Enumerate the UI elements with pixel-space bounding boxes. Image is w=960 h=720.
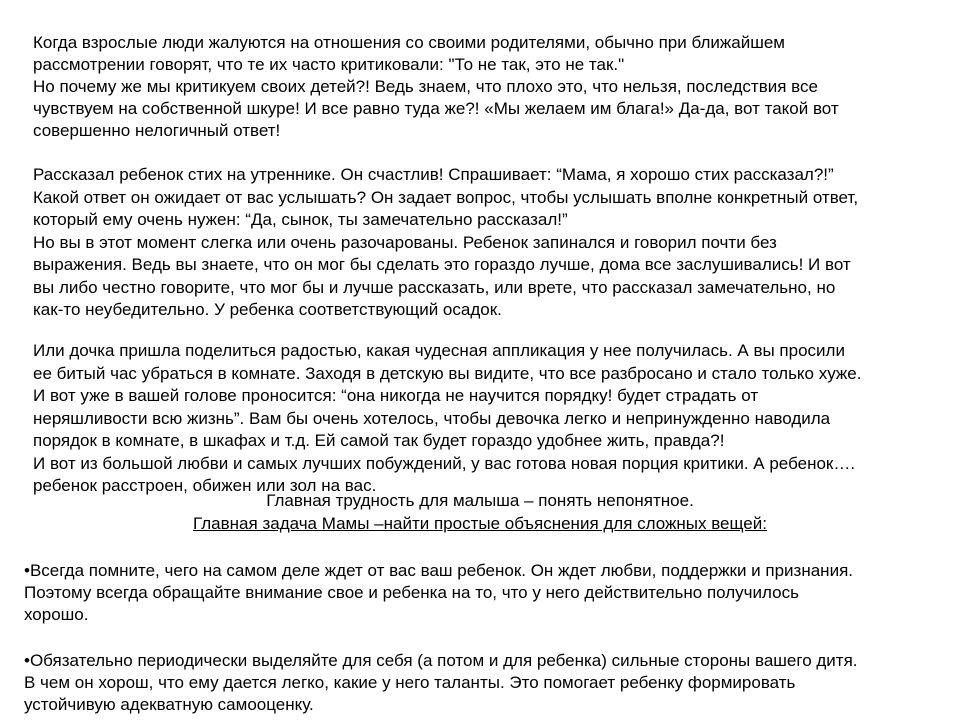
bullet-remember: [24, 560, 853, 626]
text-line: Какой ответ он ожидает от вас услышать? Он задает вопрос, чтобы услышать вполне конкретный ответ,: [33, 187, 859, 207]
text-line: •Всегда помните, чего на самом деле ждет от вас ваш ребенок. Он ждет любви, поддержки и признания.: [24, 561, 853, 580]
text-line: И вот из большой любви и самых лучших побуждений, у вас готова новая порция критики. А ребенок….: [33, 453, 856, 473]
text-line: Но вы в этот момент слегка или очень разочарованы. Ребенок запинался и говорил почти без: [33, 232, 777, 252]
text-line: ребенок расстроен, обижен или зол на вас.: [33, 476, 377, 495]
key-task-heading: Главная задача Мамы –найти простые объяснения для сложных вещей:: [193, 514, 767, 533]
text-line: неряшливости всю жизнь”. Вам бы очень хотелось, чтобы девочка легко и непринужденно наводила: [33, 408, 831, 428]
text-line: •Обязательно периодически выделяйте для себя (а потом и для ребенка) сильные стороны вашего дитя.: [24, 651, 858, 670]
text-line: И вот уже в вашей голове проносится: “она никогда не научится порядку! будет страдать от: [33, 386, 759, 405]
text-line: Поэтому всегда обращайте внимание свое и ребенка на то, что у него действительно получилось: [24, 583, 799, 602]
text-line: хорошо.: [24, 605, 89, 624]
text-line: как-то неубедительно. У ребенка соответствующий осадок.: [33, 300, 502, 319]
text-line: ее битый час убраться в комнате. Заходя в детскую вы видите, что все разбросано и стало только хуже.: [33, 363, 862, 383]
text-line: Но почему же мы критикуем своих детей?! Ведь знаем, что плохо это, что нельзя, последствия все: [33, 77, 818, 96]
paragraph-poem-example: [33, 164, 858, 322]
paragraph-daughter-example: [33, 340, 861, 498]
bullet-strengths: [24, 650, 858, 716]
paragraph-criticism-intro: [33, 32, 839, 142]
text-line: выражения. Ведь вы знаете, что он мог бы сделать это гораздо лучше, дома все заслушивались! И вот: [33, 255, 851, 274]
text-line: устойчивую адекватную самооценку.: [24, 695, 314, 714]
key-difficulty-heading: Главная трудность для малыша – понять непонятное.: [266, 491, 694, 510]
text-line: Или дочка пришла поделиться радостью, какая чудесная аппликация у нее получилась. А вы просили: [33, 341, 845, 360]
text-line: совершенно нелогичный ответ!: [33, 121, 281, 140]
text-line: рассмотрении говорят, что те их часто критиковали: "То не так, это не так.": [33, 55, 625, 74]
text-line: В чем он хорош, что ему дается легко, какие у него таланты. Это помогает ребенку формировать: [24, 673, 796, 692]
text-line: который ему очень нужен: “Да, сынок, ты замечательно рассказал!”: [33, 210, 568, 229]
text-line: Когда взрослые люди жалуются на отношения со своими родителями, обычно при ближайшем: [33, 33, 785, 52]
text-line: чувствуем на собственной шкуре! И все равно туда же?! «Мы желаем им блага!» Да-да, вот такой вот: [33, 99, 839, 118]
text-line: вы либо честно говорите, что мог бы и лучше рассказать, или врете, что рассказал замечательно, но: [33, 277, 836, 297]
text-line: порядок в комнате, в шкафах и т.д. Ей самой так будет гораздо удобнее жить, правда?!: [33, 431, 725, 450]
text-line: Рассказал ребенок стих на утреннике. Он счастлив! Спрашивает: “Мама, я хорошо стих рассказал?!”: [33, 165, 834, 184]
